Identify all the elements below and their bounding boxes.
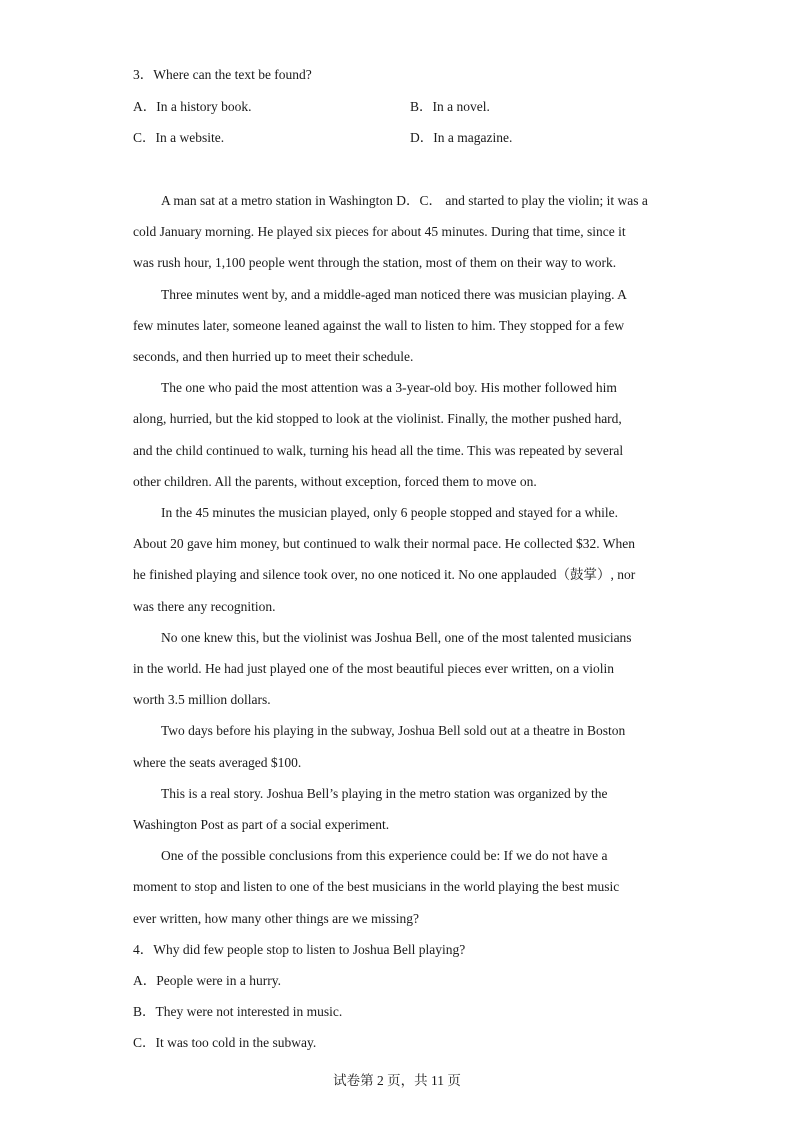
passage-line: A man sat at a metro station in Washington D．C． and started to play the violin; it was a <box>161 193 648 208</box>
question-3-option-b: B．In a novel. <box>410 99 490 114</box>
passage-line: worth 3.5 million dollars. <box>133 692 271 707</box>
passage-line: other children. All the parents, without exception, forced them to move on. <box>133 474 537 489</box>
passage-line: was there any recognition. <box>133 599 276 614</box>
passage-line: and the child continued to walk, turning his head all the time. This was repeated by several <box>133 443 624 458</box>
passage-line: ever written, how many other things are we missing? <box>133 911 420 926</box>
question-4-option-a: A．People were in a hurry. <box>133 973 281 988</box>
question-4-option-b: B．They were not interested in music. <box>133 1004 343 1019</box>
passage-line: along, hurried, but the kid stopped to look at the violinist. Finally, the mother pushed hard, <box>133 411 622 426</box>
passage-line: cold January morning. He played six pieces for about 45 minutes. During that time, since it <box>133 224 626 239</box>
passage-line: The one who paid the most attention was a 3-year-old boy. His mother followed him <box>161 380 617 395</box>
passage-line: This is a real story. Joshua Bell’s playing in the metro station was organized by the <box>161 786 608 801</box>
passage-line: few minutes later, someone leaned against the wall to listen to him. They stopped for a few <box>133 318 625 333</box>
question-4-option-c: C．It was too cold in the subway. <box>133 1035 317 1050</box>
question-3-option-a: A．In a history book. <box>133 99 252 114</box>
passage-line: One of the possible conclusions from this experience could be: If we do not have a <box>161 848 608 863</box>
question-3-stem: 3．Where can the text be found? <box>133 67 312 82</box>
passage-line: Two days before his playing in the subway, Joshua Bell sold out at a theatre in Boston <box>161 723 626 738</box>
passage-line: was rush hour, 1,100 people went through the station, most of them on their way to work. <box>133 255 617 270</box>
passage-line: where the seats averaged $100. <box>133 755 302 770</box>
passage-line: In the 45 minutes the musician played, only 6 people stopped and stayed for a while. <box>161 505 619 520</box>
passage-line: No one knew this, but the violinist was Joshua Bell, one of the most talented musicians <box>161 630 632 645</box>
question-3-option-c: C．In a website. <box>133 130 225 145</box>
question-3-option-d: D．In a magazine. <box>410 130 513 145</box>
passage-line: Three minutes went by, and a middle-aged man noticed there was musician playing. A <box>161 287 627 302</box>
passage-line: About 20 gave him money, but continued to walk their normal pace. He collected $32. When <box>133 536 635 551</box>
passage-line: moment to stop and listen to one of the best musicians in the world playing the best music <box>133 879 620 894</box>
passage-line: Washington Post as part of a social experiment. <box>133 817 390 832</box>
passage-line: in the world. He had just played one of the most beautiful pieces ever written, on a violin <box>133 661 614 676</box>
passage-line: he finished playing and silence took over, no one noticed it. No one applauded（鼓掌）, nor <box>133 567 636 582</box>
page-number-footer: 试卷第 2 页，共 11 页 <box>333 1073 461 1088</box>
question-4-stem: 4．Why did few people stop to listen to Joshua Bell playing? <box>133 942 466 957</box>
passage-line: seconds, and then hurried up to meet their schedule. <box>133 349 414 364</box>
